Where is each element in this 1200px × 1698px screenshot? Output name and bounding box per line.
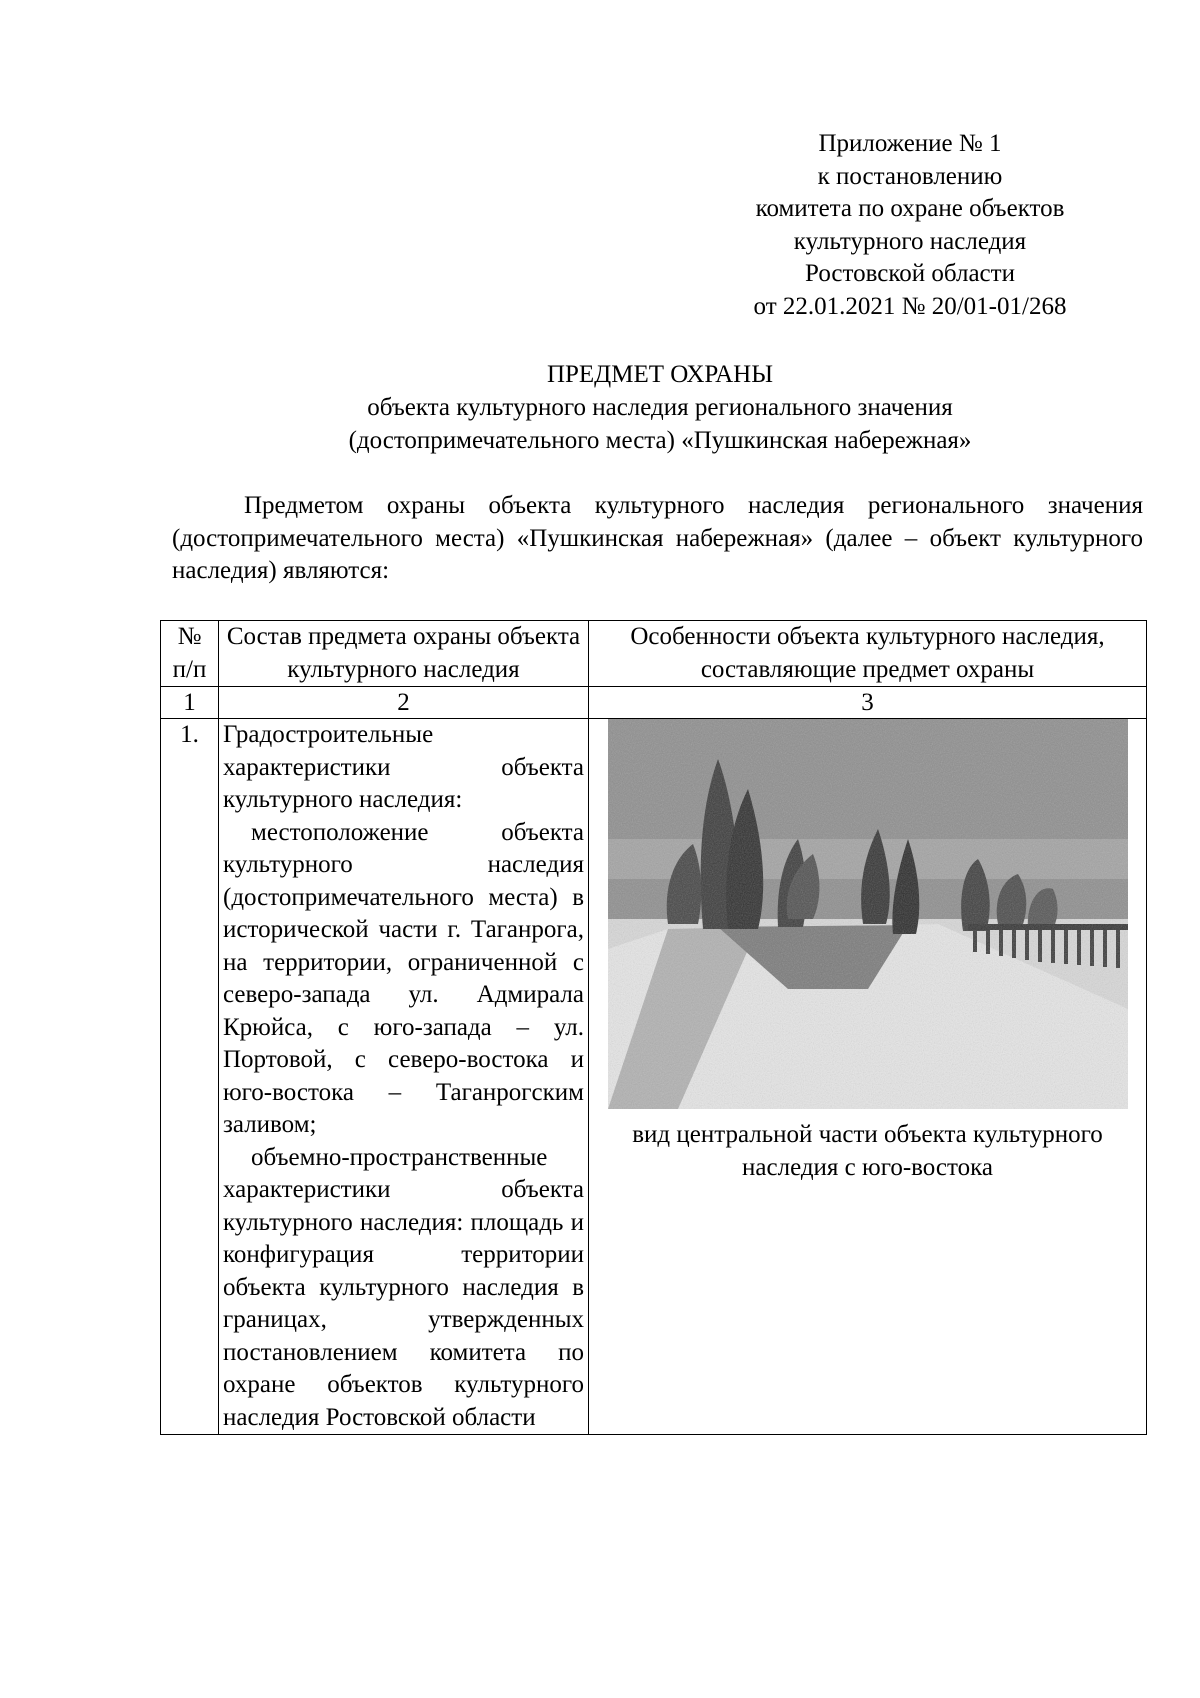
protection-subject-table [160,620,1147,1435]
composition-paragraph: местоположение объекта культурного наследия (достопримечательного места) в исторической части г. Таганрога, на территории, ограниченной с северо-запада ул. Адмирала Крюйса, с юго-запада – ул. Портовой, с северо-востока и юго-востока – Таганрогским заливом; [223,818,584,1138]
column-index: 3 [589,687,1147,719]
embankment-photo [608,719,1128,1109]
table-header-row [161,621,1147,687]
intro-paragraph: Предметом охраны объекта культурного наследия регионального значения (достопримечательного места) «Пушкинская набережная» (далее – объект культурного наследия) являются: [172,492,1143,584]
appendix-line: Ростовской области [805,260,1015,287]
column-index-row [161,687,1147,719]
table-row [161,719,1147,1435]
appendix-line: от 22.01.2021 № 20/01-01/268 [753,292,1067,320]
features-cell [589,719,1147,1435]
header-features: Особенности объекта культурного наследия, составляющие предмет охраны [589,621,1147,687]
composition-paragraph: объемно-пространственные характеристики объекта культурного наследия: площадь и конфигурация территории объекта культурного наследия в границах, утвержденных постановлением комитета по охране объектов культурного наследия Ростовской области [223,1143,584,1431]
composition-paragraph: Градостроительные характеристики объекта культурного наследия: [223,721,584,813]
appendix-line: Приложение № 1 [818,130,1002,157]
appendix-line: к постановлению [817,162,1003,190]
row-number: 1. [161,719,219,1435]
appendix-line: комитета по охране объектов [755,195,1065,222]
header-number: № п/п [161,621,219,687]
appendix-header [730,128,1090,323]
column-index: 1 [161,687,219,719]
photo-caption: вид центральной части объекта культурного наследия с юго-востока [632,1121,1103,1181]
title-subtitle-2: (достопримечательного места) «Пушкинская набережная» [348,427,972,454]
appendix-line: культурного наследия [793,227,1027,255]
header-composition: Состав предмета охраны объекта культурного наследия [219,621,589,687]
title-main: ПРЕДМЕТ ОХРАНЫ [546,361,774,388]
composition-cell [219,719,589,1435]
title-subtitle-1: объекта культурного наследия регионального значения [367,394,953,421]
document-title [160,358,1160,457]
column-index: 2 [219,687,589,719]
